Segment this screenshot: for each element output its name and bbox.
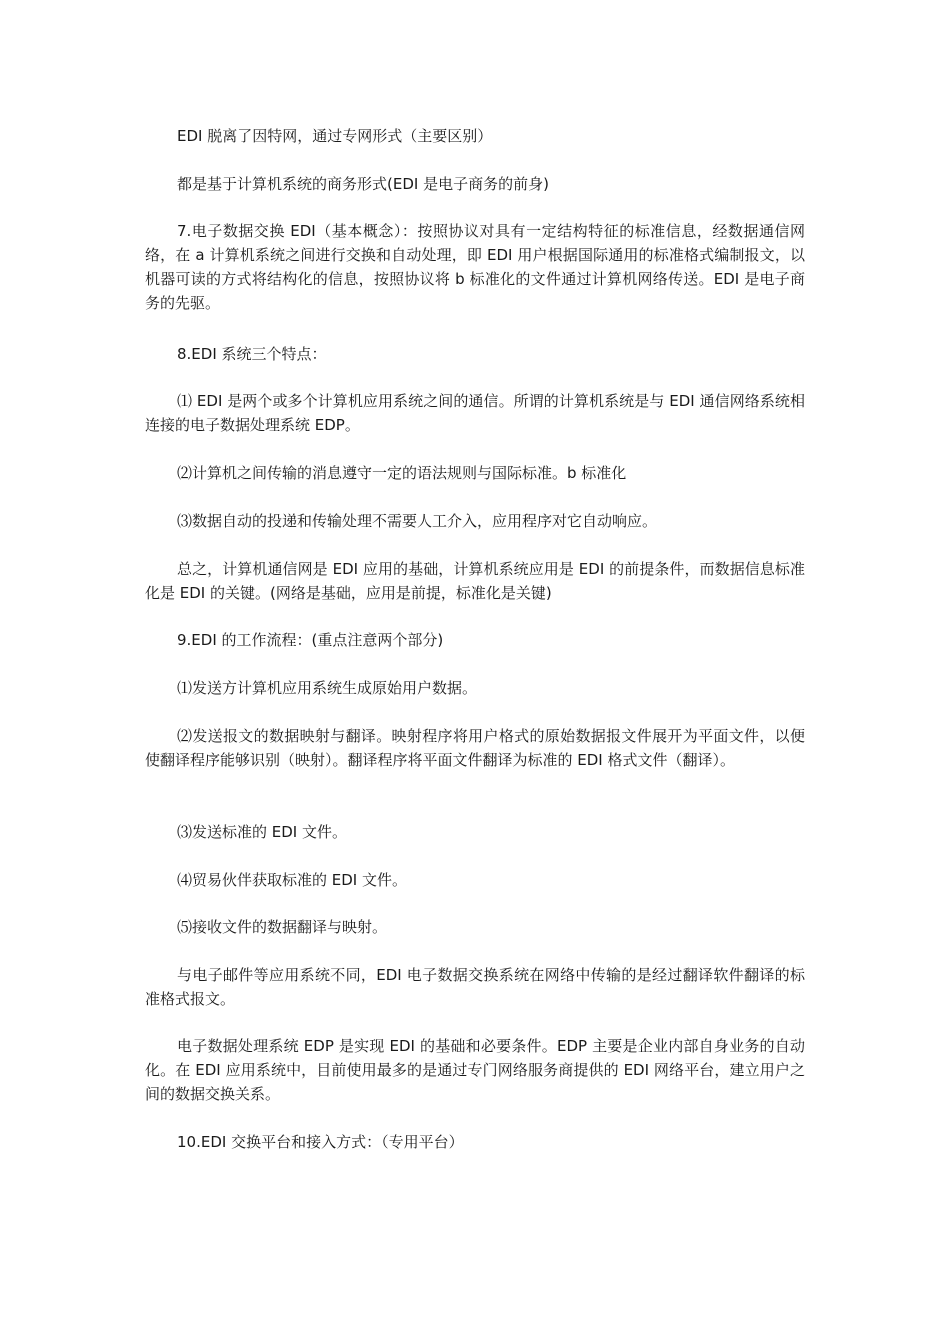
list-item-workflow-3: ⑶发送标准的 EDI 文件。 [177, 823, 347, 841]
list-item-workflow-4: ⑷贸易伙伴获取标准的 EDI 文件。 [177, 871, 407, 889]
paragraph-edi-commerce-predecessor: 都是基于计算机系统的商务形式(EDI 是电子商务的前身) [177, 175, 549, 193]
heading-edi-workflow: 9.EDI 的工作流程：(重点注意两个部分) [177, 631, 444, 649]
list-item-feature-3: ⑶数据自动的投递和传输处理不需要人工介入，应用程序对它自动响应。 [177, 512, 658, 530]
paragraph-edi-private-network: EDI 脱离了因特网，通过专网形式（主要区别） [177, 127, 493, 145]
paragraph-edi-summary: 总之，计算机通信网是 EDI 应用的基础，计算机系统应用是 EDI 的前提条件，而数据信息标准化是 EDI 的关键。(网络是基础，应用是前提，标准化是关键) [145, 560, 805, 602]
heading-edi-platform: 10.EDI 交换平台和接入方式：（专用平台） [177, 1133, 464, 1151]
paragraph-edp-basis: 电子数据处理系统 EDP 是实现 EDI 的基础和必要条件。EDP 主要是企业内部自身业务的自动化。在 EDI 应用系统中，目前使用最多的是通过专门网络服务商提供的 EDI 网络平台，建立用户之间的数据交换关系。 [145, 1037, 805, 1103]
list-item-workflow-2: ⑵发送报文的数据映射与翻译。映射程序将用户格式的原始数据报文件展开为平面文件，以便使翻译程序能够识别（映射）。翻译程序将平面文件翻译为标准的 EDI 格式文件（翻译）。 [145, 727, 805, 769]
list-item-workflow-5: ⑸接收文件的数据翻译与映射。 [177, 918, 388, 936]
paragraph-edi-vs-email: 与电子邮件等应用系统不同，EDI 电子数据交换系统在网络中传输的是经过翻译软件翻译的标准格式报文。 [145, 966, 805, 1008]
paragraph-edi-definition: 7.电子数据交换 EDI（基本概念）：按照协议对具有一定结构特征的标准信息，经数据通信网络，在 a 计算机系统之间进行交换和自动处理，即 EDI 用户根据国际通用的标准格式编制报文，以机器可读的方式将结构化的信息，按照协议将 b 标准化的文件通过计算机网络传送。EDI 是电子商务的先驱。 [145, 222, 805, 312]
list-item-feature-1: ⑴ EDI 是两个或多个计算机应用系统之间的通信。所谓的计算机系统是与 EDI 通信网络系统相连接的电子数据处理系统 EDP。 [145, 392, 805, 434]
list-item-workflow-1: ⑴发送方计算机应用系统生成原始用户数据。 [177, 679, 478, 697]
document-page [145, 0, 805, 1344]
list-item-feature-2: ⑵计算机之间传输的消息遵守一定的语法规则与国际标准。b 标准化 [177, 464, 627, 482]
heading-edi-features: 8.EDI 系统三个特点： [177, 345, 327, 363]
